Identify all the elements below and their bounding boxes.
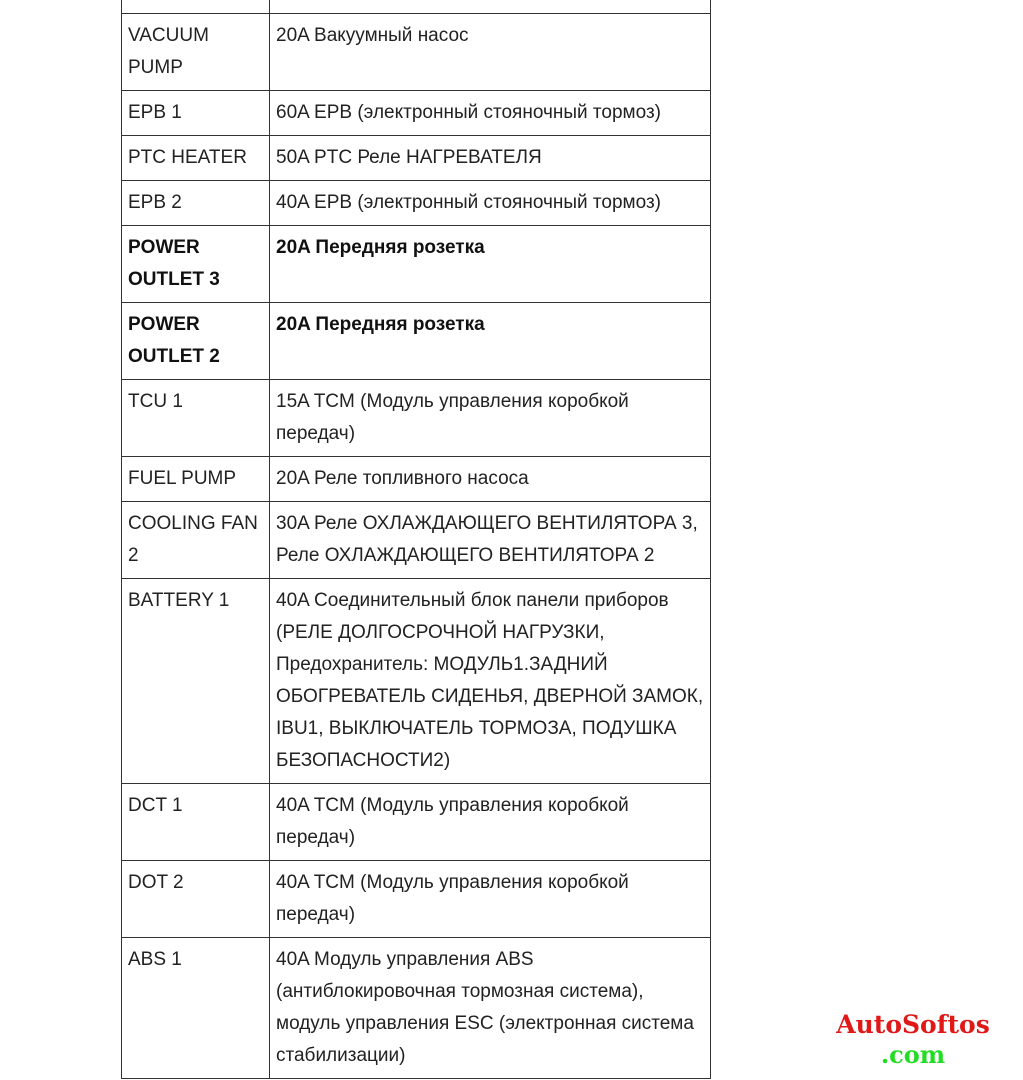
- fuse-name: DOT 2: [122, 861, 270, 938]
- fuse-name: PTC HEATER: [122, 136, 270, 181]
- table-row: [122, 380, 711, 457]
- fuse-name: EPB 2: [122, 181, 270, 226]
- fuse-description: 20A Передняя розетка: [270, 226, 711, 303]
- table-row: [122, 861, 711, 938]
- table-row: [122, 14, 711, 91]
- table-row: [122, 303, 711, 380]
- fuse-name: [122, 0, 270, 14]
- fuse-name: COOLING FAN 2: [122, 502, 270, 579]
- table-row: [122, 0, 711, 14]
- fuse-name: BATTERY 1: [122, 579, 270, 784]
- fuse-description: 30A Реле ОХЛАЖДАЮЩЕГО ВЕНТИЛЯТОРА 3, Реле ОХЛАЖДАЮЩЕГО ВЕНТИЛЯТОРА 2: [270, 502, 711, 579]
- fuse-description: 20A Вакуумный насос: [270, 14, 711, 91]
- fuse-name: FUEL PUMP: [122, 457, 270, 502]
- fuse-description: 40A TCM (Модуль управления коробкой передач): [270, 784, 711, 861]
- watermark-line2: .com: [880, 1040, 946, 1069]
- table-row: [122, 136, 711, 181]
- table-row: [122, 784, 711, 861]
- fuse-name: EPB 1: [122, 91, 270, 136]
- table-row: [122, 579, 711, 784]
- fuse-name: TCU 1: [122, 380, 270, 457]
- fuse-name: POWER OUTLET 3: [122, 226, 270, 303]
- fuse-name: POWER OUTLET 2: [122, 303, 270, 380]
- fuse-description: 40A TCM (Модуль управления коробкой передач): [270, 861, 711, 938]
- fuse-description: [270, 0, 711, 14]
- fuse-description: 40A EPB (электронный стояночный тормоз): [270, 181, 711, 226]
- table-row: [122, 938, 711, 1079]
- table-row: [122, 226, 711, 303]
- watermark-line1: AutoSoftos: [836, 1010, 990, 1039]
- fuse-name: VACUUM PUMP: [122, 14, 270, 91]
- table-row: [122, 91, 711, 136]
- fuse-description: 40A Модуль управления ABS (антиблокировочная тормозная система), модуль управления ESC (электронная система стабилизации): [270, 938, 711, 1079]
- watermark-logo: [818, 1010, 1008, 1070]
- fuse-description: 60A EPB (электронный стояночный тормоз): [270, 91, 711, 136]
- table-row: [122, 181, 711, 226]
- fuse-name: DCT 1: [122, 784, 270, 861]
- fuse-description: 40A Соединительный блок панели приборов (РЕЛЕ ДОЛГОСРОЧНОЙ НАГРУЗКИ, Предохранитель: МОДУЛЬ1.ЗАДНИЙ ОБОГРЕВАТЕЛЬ СИДЕНЬЯ, ДВЕРНОЙ ЗАМОК, IBU1, ВЫКЛЮЧАТЕЛЬ ТОРМОЗА, ПОДУШКА БЕЗОПАСНОСТИ2): [270, 579, 711, 784]
- fuse-description: 15A TCM (Модуль управления коробкой передач): [270, 380, 711, 457]
- table-row: [122, 502, 711, 579]
- fuse-description: 20A Передняя розетка: [270, 303, 711, 380]
- fuse-name: ABS 1: [122, 938, 270, 1079]
- fuse-description: 50A PTC Реле НАГРЕВАТЕЛЯ: [270, 136, 711, 181]
- fuse-description: 20A Реле топливного насоса: [270, 457, 711, 502]
- table-row: [122, 457, 711, 502]
- fuse-table: [121, 0, 711, 1079]
